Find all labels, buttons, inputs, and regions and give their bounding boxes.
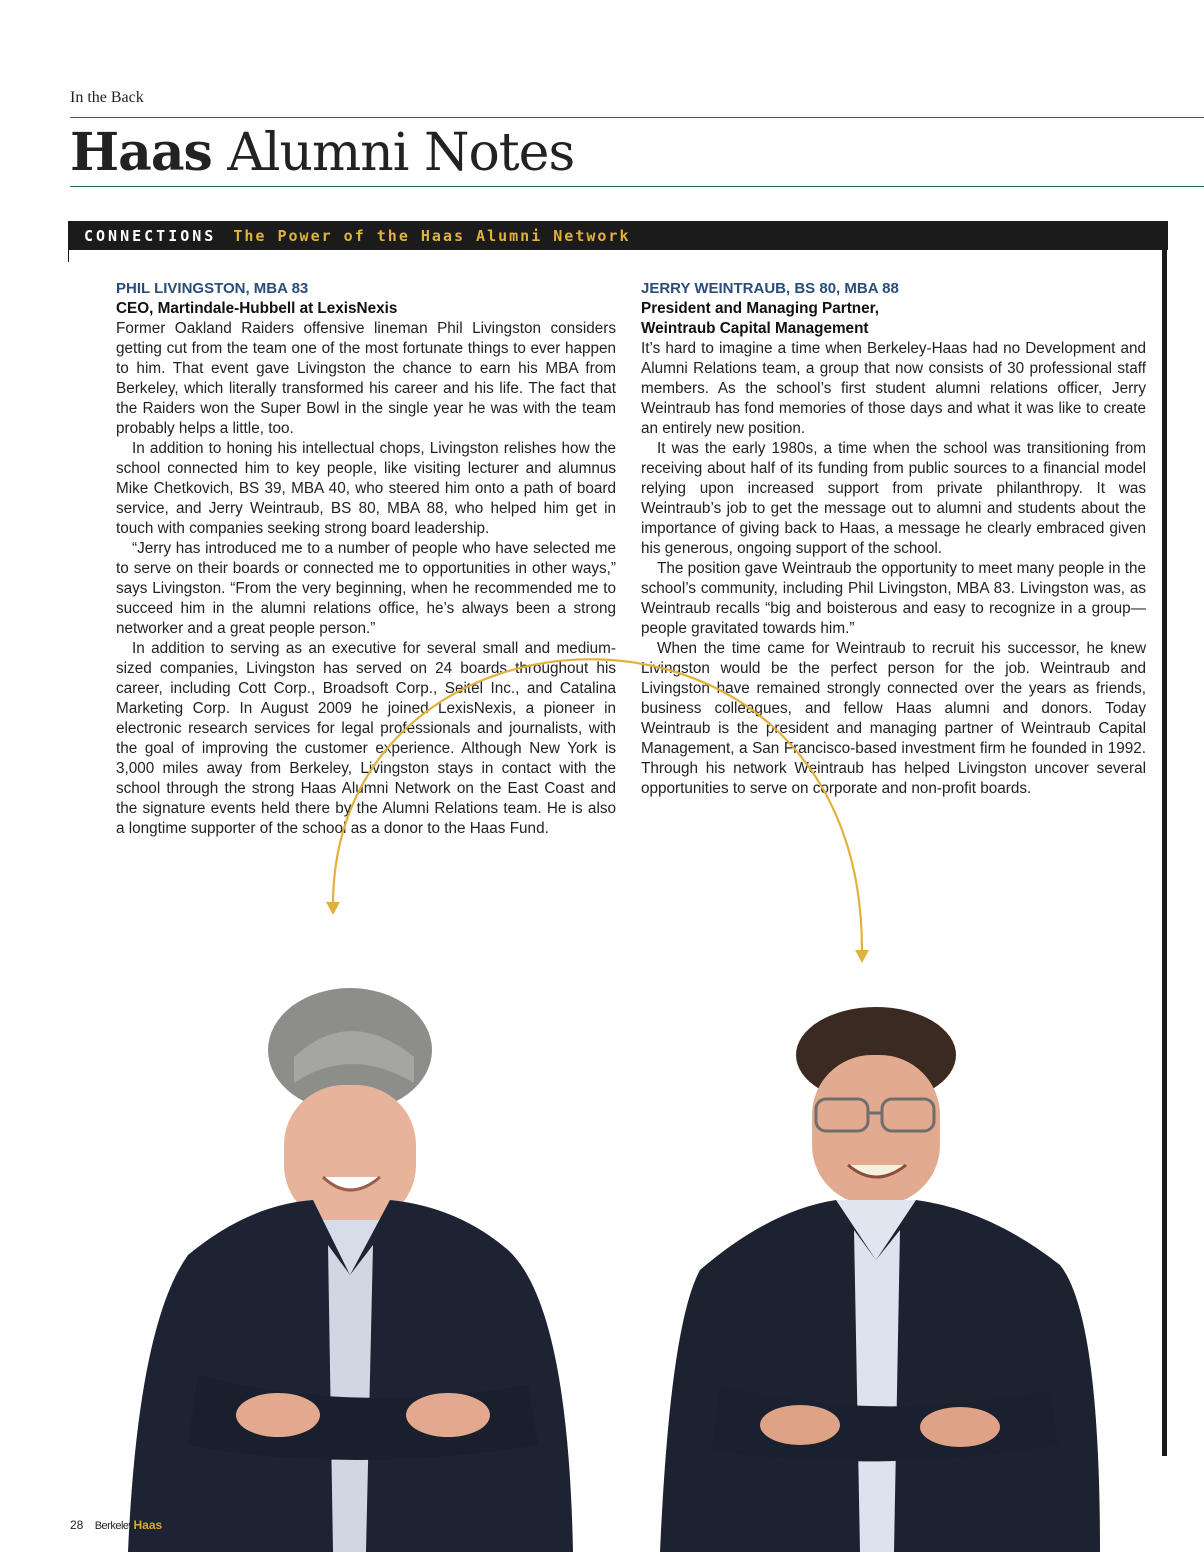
connections-banner <box>68 221 1168 250</box>
body-paragraph: Former Oakland Raiders offensive lineman Phil Livingston considers getting cut from the team one of the most fortunate things to ever happen to him. That event gave Livingston the chance to earn his MBA from Berkeley, which literally transformed his career and his life. The fact that the Raiders won the Super Bowl in the single year he was with the team probably helps a little, too. <box>116 320 616 437</box>
arrowhead-right-icon <box>855 950 869 963</box>
profile-role-line-1: President and Managing Partner, <box>641 300 880 317</box>
profile-role: CEO, Martindale-Hubbell at LexisNexis <box>116 300 398 317</box>
portrait-livingston <box>128 945 588 1552</box>
body-paragraph: In addition to honing his intellectual chops, Livingston relishes how the school connected him to key people, like visiting lecturer and alumnus Mike Chetkovich, BS 39, MBA 40, who steered him onto a path of board service, and Jerry Weintraub, BS 80, MBA 88, who helped him get in touch with companies seeking strong board leadership. <box>116 440 616 537</box>
profile-name: PHIL LIVINGSTON, MBA 83 <box>116 280 309 297</box>
page-number: 28 <box>70 1518 84 1532</box>
body-paragraph: It was the early 1980s, a time when the school was transitioning from receiving about half of its funding from public sources to a financial model relying upon increased support from private philanthropy. It was Weintraub’s job to get the message out to alumni and students about the importance of giving back to Haas, a message he clearly embraced given his generous, ongoing support of the school. <box>641 440 1146 557</box>
frame-right-border <box>1162 248 1167 1456</box>
profile-column-livingston <box>116 279 616 839</box>
page-footer <box>70 1518 162 1532</box>
page-title-bold: Haas <box>70 122 212 183</box>
profile-name: JERRY WEINTRAUB, BS 80, MBA 88 <box>641 280 899 297</box>
section-label: In the Back <box>70 89 144 106</box>
header-rule-top <box>70 117 1204 118</box>
body-paragraph: The position gave Weintraub the opportunity to meet many people in the school’s community, including Phil Livingston, MBA 83. Livingston was, as Weintraub recalls “big and boisterous and easy to recognize in a group—people gravitated towards him.” <box>641 560 1146 637</box>
banner-word: CONNECTIONS <box>84 227 217 245</box>
page-title-rest: Alumni Notes <box>227 123 575 183</box>
header-rule-bottom <box>70 186 1204 187</box>
brand-haas: Haas <box>133 1518 163 1532</box>
body-paragraph: It’s hard to imagine a time when Berkeley-Haas had no Development and Alumni Relations team, a group that now consists of 30 professional staff members. As the school’s first student alumni relations officer, Jerry Weintraub has fond memories of those days and what it was like to create an entirely new position. <box>641 340 1146 437</box>
profile-column-weintraub <box>641 279 1146 799</box>
arrowhead-left-icon <box>326 902 340 915</box>
portrait-weintraub <box>660 995 1110 1552</box>
page-title <box>70 120 574 186</box>
frame-left-border <box>68 248 69 262</box>
body-paragraph: In addition to serving as an executive for several small and medium-sized companies, Livingston has served on 24 boards throughout his career, including Cott Corp., Broadsoft Corp., Seitel Inc., and Catalina Marketing Corp. In August 2009 he joined LexisNexis, a pioneer in electronic research services for legal professionals and journalists, with the goal of improving the customer experience. Although New York is 3,000 miles away from Berkeley, Livingston stays in contact with the school through the strong Haas Alumni Network on the East Coast and the signature events held there by the Alumni Relations team. He is also a longtime supporter of the school as a donor to the Haas Fund. <box>116 640 616 837</box>
brand-berkeley: Berkeley <box>94 1520 134 1532</box>
banner-tagline: The Power of the Haas Alumni Network <box>233 227 631 245</box>
body-paragraph: When the time came for Weintraub to recruit his successor, he knew Livingston would be the perfect person for the job. Weintraub and Livingston have remained strongly connected over the years as friends, business colleagues, and fellow Haas alumni and donors. Today Weintraub is the president and managing partner of Weintraub Capital Management, a San Francisco-based investment firm he founded in 1992. Through his network Weintraub has helped Livingston uncover several opportunities to serve on corporate and non-profit boards. <box>641 640 1146 797</box>
profile-role-line-2: Weintraub Capital Management <box>641 320 869 337</box>
body-paragraph: “Jerry has introduced me to a number of people who have selected me to serve on their boards or connected me to opportunities in other ways,” says Livingston. “From the very beginning, when he recommended me to succeed him in the alumni relations office, he’s always been a strong networker and a great people person.” <box>116 540 616 637</box>
